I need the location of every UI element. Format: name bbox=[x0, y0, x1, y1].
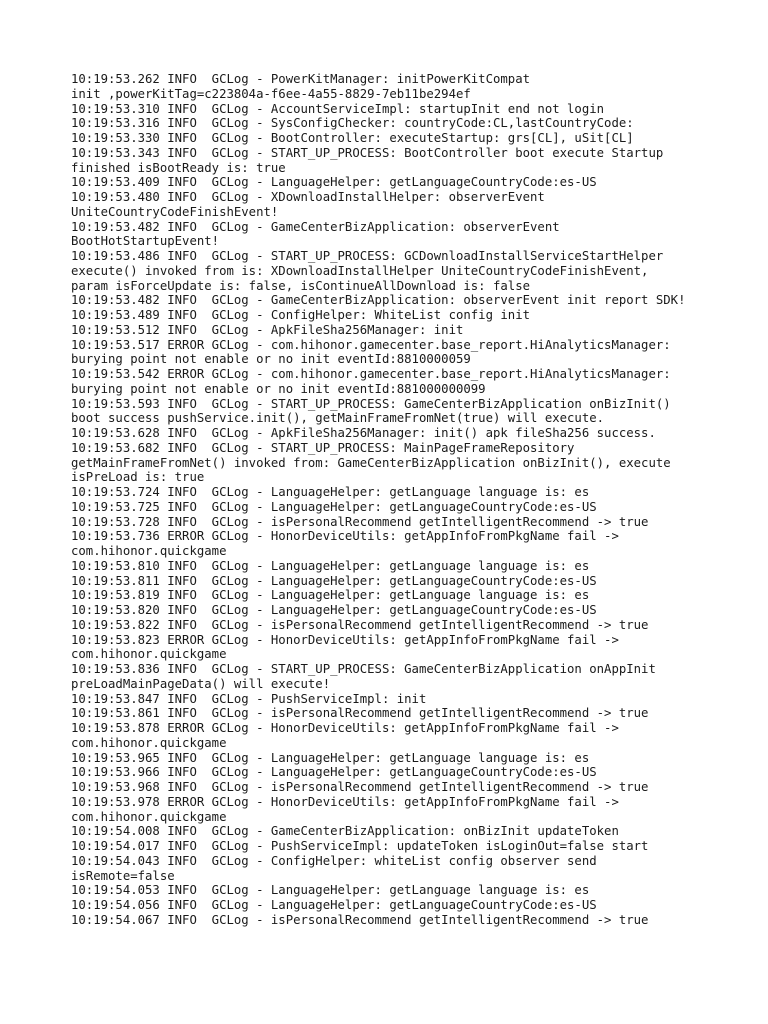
log-line: 10:19:53.978 ERROR GCLog - HonorDeviceUtils: getAppInfoFromPkgName fail -> bbox=[71, 794, 619, 809]
log-line: 10:19:53.512 INFO GCLog - ApkFileSha256Manager: init bbox=[71, 322, 464, 337]
log-line: burying point not enable or no init eventId:8810000059 bbox=[71, 352, 471, 367]
log-line: 10:19:53.728 INFO GCLog - isPersonalRecommend getIntelligentRecommend -> true bbox=[71, 514, 649, 529]
log-line: 10:19:53.343 INFO GCLog - START_UP_PROCESS: BootController boot execute Startup bbox=[71, 145, 664, 160]
log-line: preLoadMainPageData() will execute! bbox=[71, 676, 331, 691]
log-line: burying point not enable or no init eventId:881000000099 bbox=[71, 381, 486, 396]
log-line: 10:19:53.330 INFO GCLog - BootController: executeStartup: grs[CL], uSit[CL] bbox=[71, 131, 634, 145]
log-line: 10:19:54.043 INFO GCLog - ConfigHelper: whiteList config observer send bbox=[71, 853, 597, 868]
log-line: isRemote=false bbox=[71, 868, 175, 883]
log-line: 10:19:53.724 INFO GCLog - LanguageHelper: getLanguage language is: es bbox=[71, 485, 590, 499]
log-line: 10:19:54.053 INFO GCLog - LanguageHelper: getLanguage language is: es bbox=[71, 883, 590, 898]
log-line: com.hihonor.quickgame bbox=[71, 809, 227, 824]
log-line: finished isBootReady is: true bbox=[71, 160, 286, 175]
log-line: 10:19:53.409 INFO GCLog - LanguageHelper: getLanguageCountryCode:es-US bbox=[71, 175, 597, 190]
log-line: com.hihonor.quickgame bbox=[71, 544, 227, 558]
log-line: 10:19:53.310 INFO GCLog - AccountServiceImpl: startupInit end not login bbox=[71, 101, 605, 116]
log-line: 10:19:53.628 INFO GCLog - ApkFileSha256Manager: init() apk fileSha256 success. bbox=[71, 426, 656, 440]
log-line: 10:19:54.056 INFO GCLog - LanguageHelper: getLanguageCountryCode:es-US bbox=[71, 898, 597, 912]
log-line: 10:19:53.482 INFO GCLog - GameCenterBizApplication: observerEvent init report SDK! bbox=[71, 293, 686, 308]
log-line: isPreLoad is: true bbox=[71, 470, 205, 485]
log-line: 10:19:53.847 INFO GCLog - PushServiceImpl: init bbox=[71, 691, 427, 706]
log-line: 10:19:53.486 INFO GCLog - START_UP_PROCESS: GCDownloadInstallServiceStartHelper bbox=[71, 249, 664, 263]
log-line: execute() invoked from is: XDownloadInstallHelper UniteCountryCodeFinishEvent, bbox=[71, 263, 649, 278]
log-line: 10:19:53.542 ERROR GCLog - com.hihonor.gamecenter.base_report.HiAnalyticsManager: bbox=[71, 367, 671, 381]
log-line: boot success pushService.init(), getMainFrameFromNet(true) will execute. bbox=[71, 411, 605, 426]
log-line: 10:19:53.316 INFO GCLog - SysConfigChecker: countryCode:CL,lastCountryCode: bbox=[71, 116, 634, 131]
log-document bbox=[71, 72, 751, 928]
log-line: getMainFrameFromNet() invoked from: GameCenterBizApplication onBizInit(), execute bbox=[71, 455, 671, 470]
log-line: 10:19:53.517 ERROR GCLog - com.hihonor.gamecenter.base_report.HiAnalyticsManager: bbox=[71, 337, 671, 352]
log-line: 10:19:54.008 INFO GCLog - GameCenterBizApplication: onBizInit updateToken bbox=[71, 824, 619, 839]
log-line: 10:19:53.593 INFO GCLog - START_UP_PROCESS: GameCenterBizApplication onBizInit() bbox=[71, 396, 671, 411]
log-line: 10:19:53.822 INFO GCLog - isPersonalRecommend getIntelligentRecommend -> true bbox=[71, 617, 649, 632]
log-line: 10:19:53.482 INFO GCLog - GameCenterBizApplication: observerEvent bbox=[71, 219, 560, 234]
log-line: 10:19:53.480 INFO GCLog - XDownloadInstallHelper: observerEvent bbox=[71, 190, 545, 204]
log-line: 10:19:53.736 ERROR GCLog - HonorDeviceUtils: getAppInfoFromPkgName fail -> bbox=[71, 529, 619, 544]
log-line: 10:19:53.861 INFO GCLog - isPersonalRecommend getIntelligentRecommend -> true bbox=[71, 706, 649, 721]
log-line: 10:19:54.067 INFO GCLog - isPersonalRecommend getIntelligentRecommend -> true bbox=[71, 912, 649, 927]
log-line: 10:19:53.966 INFO GCLog - LanguageHelper: getLanguageCountryCode:es-US bbox=[71, 765, 597, 780]
log-line: com.hihonor.quickgame bbox=[71, 647, 227, 662]
log-line: UniteCountryCodeFinishEvent! bbox=[71, 204, 279, 219]
log-line: 10:19:53.725 INFO GCLog - LanguageHelper: getLanguageCountryCode:es-US bbox=[71, 499, 597, 514]
log-line: 10:19:53.878 ERROR GCLog - HonorDeviceUtils: getAppInfoFromPkgName fail -> bbox=[71, 721, 619, 735]
log-line: 10:19:53.489 INFO GCLog - ConfigHelper: WhiteList config init bbox=[71, 308, 531, 322]
log-line: 10:19:53.262 INFO GCLog - PowerKitManager: initPowerKitCompat bbox=[71, 72, 531, 86]
log-line: 10:19:53.682 INFO GCLog - START_UP_PROCESS: MainPageFrameRepository bbox=[71, 440, 575, 455]
log-line: 10:19:53.810 INFO GCLog - LanguageHelper: getLanguage language is: es bbox=[71, 558, 590, 573]
log-line: com.hihonor.quickgame bbox=[71, 735, 227, 750]
log-line: 10:19:54.017 INFO GCLog - PushServiceImpl: updateToken isLoginOut=false start bbox=[71, 839, 649, 853]
log-line: 10:19:53.836 INFO GCLog - START_UP_PROCESS: GameCenterBizApplication onAppInit bbox=[71, 662, 656, 676]
log-line: 10:19:53.968 INFO GCLog - isPersonalRecommend getIntelligentRecommend -> true bbox=[71, 780, 649, 794]
log-line: 10:19:53.820 INFO GCLog - LanguageHelper: getLanguageCountryCode:es-US bbox=[71, 603, 597, 617]
log-line: BootHotStartupEvent! bbox=[71, 234, 220, 249]
log-line: 10:19:53.819 INFO GCLog - LanguageHelper: getLanguage language is: es bbox=[71, 588, 590, 603]
log-line: init ,powerKitTag=c223804a-f6ee-4a55-8829-7eb11be294ef bbox=[71, 86, 471, 101]
log-line: 10:19:53.823 ERROR GCLog - HonorDeviceUtils: getAppInfoFromPkgName fail -> bbox=[71, 632, 619, 647]
log-line: 10:19:53.811 INFO GCLog - LanguageHelper: getLanguageCountryCode:es-US bbox=[71, 573, 597, 588]
log-line: param isForceUpdate is: false, isContinueAllDownload is: false bbox=[71, 278, 531, 293]
log-line: 10:19:53.965 INFO GCLog - LanguageHelper: getLanguage language is: es bbox=[71, 750, 590, 765]
